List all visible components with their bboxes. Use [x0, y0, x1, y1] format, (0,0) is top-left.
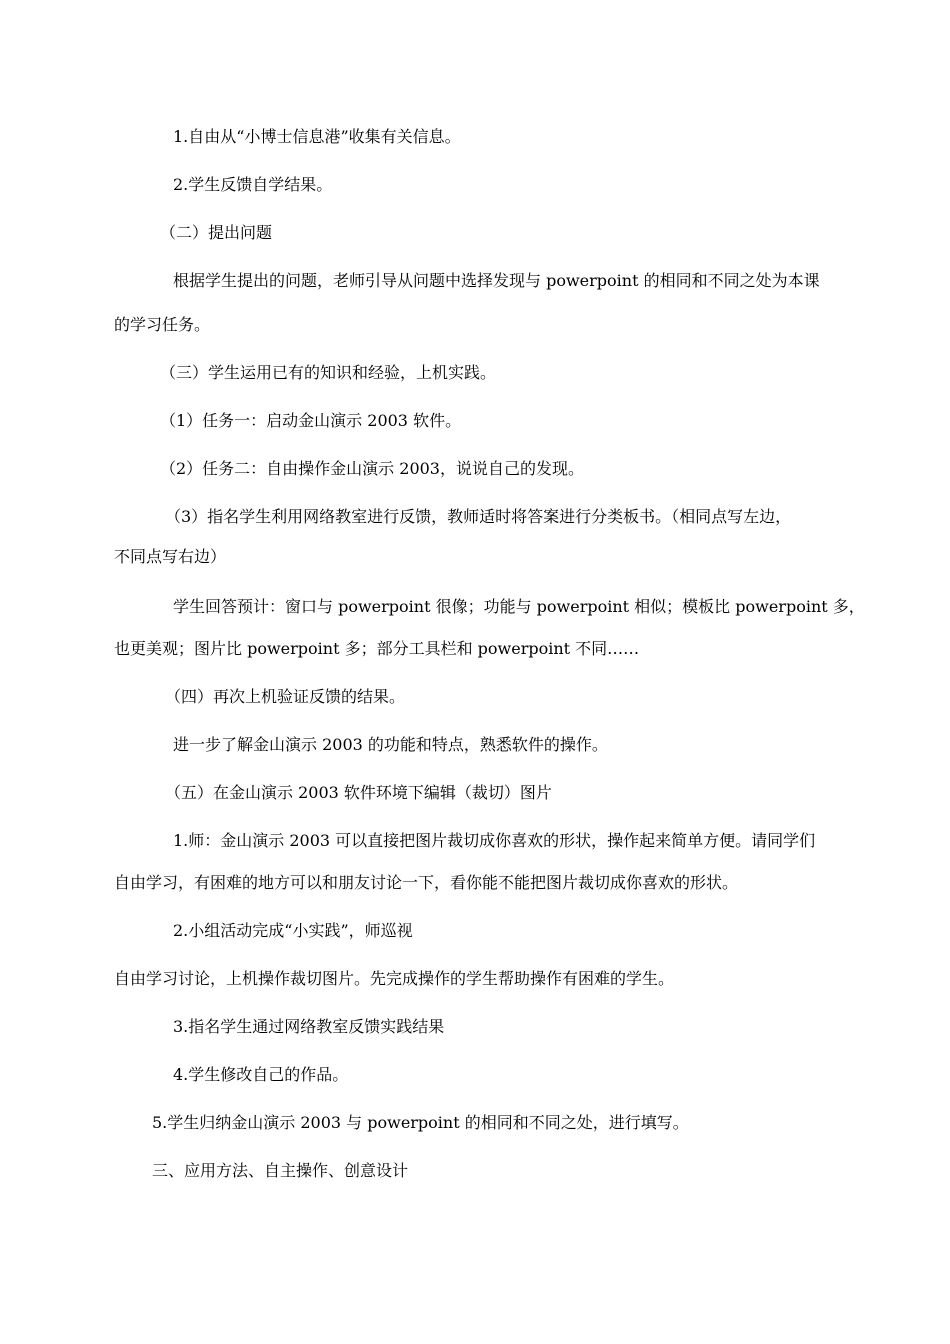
- paragraph-line: 进一步了解金山演示 2003 的功能和特点，熟悉软件的操作。: [173, 735, 608, 754]
- paragraph-line: 的学习任务。: [114, 315, 211, 334]
- paragraph-line: （1）任务一：启动金山演示 2003 软件。: [160, 411, 462, 430]
- paragraph-line: 不同点写右边）: [114, 547, 227, 566]
- paragraph-line: （2）任务二：自由操作金山演示 2003，说说自己的发现。: [160, 459, 584, 478]
- paragraph-line: 5.学生归纳金山演示 2003 与 powerpoint 的相同和不同之处，进行填写。: [152, 1113, 689, 1132]
- paragraph-line: 根据学生提出的问题，老师引导从问题中选择发现与 powerpoint 的相同和不同之处为本课: [173, 271, 820, 290]
- paragraph-line: （3）指名学生利用网络教室进行反馈，教师适时将答案进行分类板书。（相同点写左边，: [165, 507, 792, 526]
- paragraph-line: 1.自由从“小博士信息港”收集有关信息。: [173, 127, 461, 146]
- section-heading: （四）再次上机验证反馈的结果。: [165, 687, 406, 706]
- paragraph-line: 学生回答预计：窗口与 powerpoint 很像；功能与 powerpoint 相似；模板比 powerpoint 多，: [173, 597, 865, 616]
- paragraph-line: 自由学习，有困难的地方可以和朋友讨论一下，看你能不能把图片裁切成你喜欢的形状。: [114, 873, 739, 892]
- paragraph-line: 也更美观；图片比 powerpoint 多；部分工具栏和 powerpoint 不同……: [114, 639, 640, 658]
- paragraph-line: 3.指名学生通过网络教室反馈实践结果: [173, 1017, 445, 1036]
- section-heading: （五）在金山演示 2003 软件环境下编辑（裁切）图片: [165, 783, 552, 802]
- paragraph-line: 2.小组活动完成“小实践”，师巡视: [173, 921, 413, 940]
- paragraph-line: 4.学生修改自己的作品。: [173, 1065, 349, 1084]
- paragraph-line: 自由学习讨论，上机操作裁切图片。先完成操作的学生帮助操作有困难的学生。: [114, 969, 675, 988]
- section-heading: （三）学生运用已有的知识和经验，上机实践。: [160, 363, 497, 382]
- section-heading: （二）提出问题: [160, 223, 273, 242]
- paragraph-line: 2.学生反馈自学结果。: [173, 175, 333, 194]
- paragraph-line: 1.师：金山演示 2003 可以直接把图片裁切成你喜欢的形状，操作起来简单方便。请同学们: [173, 831, 816, 850]
- section-heading: 三、应用方法、自主操作、创意设计: [152, 1161, 409, 1180]
